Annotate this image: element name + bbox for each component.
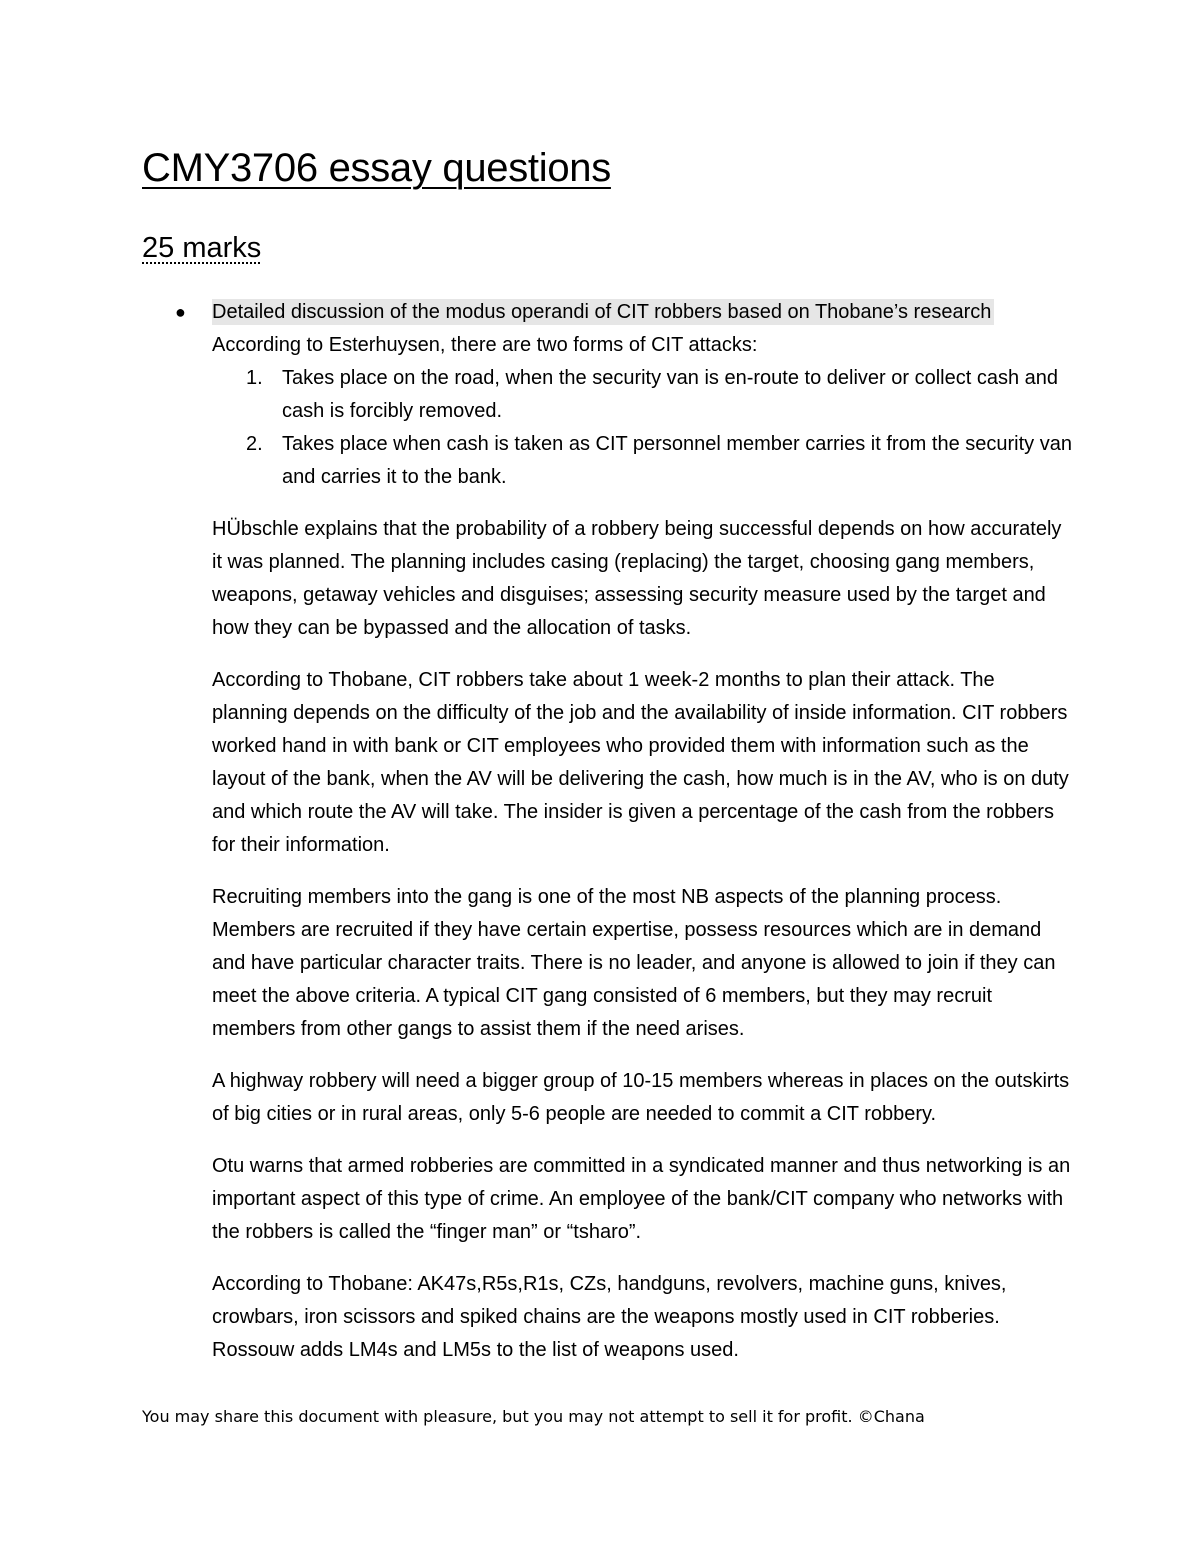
- intro-line: According to Esterhuysen, there are two forms of CIT attacks:: [212, 334, 758, 356]
- essay-question: [175, 296, 1072, 329]
- paragraph-recruitment: Recruiting members into the gang is one of the most NB aspects of the planning process. Members are recruited if they have certain expertise, possess resources which are in demand and have particular character traits. There is no leader, and anyone is allowed to join if they can meet the above criteria. A typical CIT gang consisted of 6 members, but they may recruit members from other gangs to assist them if the need arises.: [212, 886, 1056, 1040]
- paragraph-planning-duration: According to Thobane, CIT robbers take about 1 week-2 months to plan their attack. The planning depends on the difficulty of the job and the availability of inside information. CIT robbers worked hand in with bank or CIT employees who provided them with information such as the layout of the bank, when the AV will be delivering the cash, how much is in the AV, who is on duty and which route the AV will take. The insider is given a percentage of the cash from the robbers for their information.: [212, 669, 1069, 856]
- footer-notice: You may share this document with pleasure, but you may not attempt to sell it for profit. ©Chana: [142, 1407, 925, 1426]
- answer-body: [175, 296, 1072, 1367]
- document-title: CMY3706 essay questions: [142, 146, 611, 190]
- question-text: Detailed discussion of the modus operandi of CIT robbers based on Thobane’s research: [212, 299, 994, 325]
- list-item-number: 1.: [246, 367, 263, 389]
- list-item-text: Takes place when cash is taken as CIT personnel member carries it from the security van and carries it to the bank.: [282, 433, 1072, 488]
- paragraph-planning: HÜbschle explains that the probability of a robbery being successful depends on how accurately it was planned. The planning includes casing (replacing) the target, choosing gang members, weapons, getaway vehicles and disguises; assessing security measure used by the target and how they can be bypassed and the allocation of tasks.: [212, 518, 1062, 639]
- paragraph-networking: Otu warns that armed robberies are committed in a syndicated manner and thus networking is an important aspect of this type of crime. An employee of the bank/CIT company who networks with the robbers is called the “finger man” or “tsharo”.: [212, 1155, 1071, 1243]
- marks-heading: 25 marks: [142, 232, 262, 264]
- list-item: [246, 428, 1072, 494]
- list-item-number: 2.: [246, 433, 263, 455]
- cit-attack-forms-list: [212, 362, 1072, 494]
- list-item-text: Takes place on the road, when the security van is en-route to deliver or collect cash and cash is forcibly removed.: [282, 367, 1058, 422]
- paragraph-weapons: According to Thobane: AK47s,R5s,R1s, CZs, handguns, revolvers, machine guns, knives, crowbars, iron scissors and spiked chains are the weapons mostly used in CIT robberies. Rossouw adds LM4s and LM5s to the list of weapons used.: [212, 1273, 1007, 1361]
- bullet-icon: ●: [175, 302, 186, 322]
- paragraph-group-size: A highway robbery will need a bigger group of 10-15 members whereas in places on the outskirts of big cities or in rural areas, only 5-6 people are needed to commit a CIT robbery.: [212, 1070, 1070, 1125]
- list-item: [246, 362, 1072, 428]
